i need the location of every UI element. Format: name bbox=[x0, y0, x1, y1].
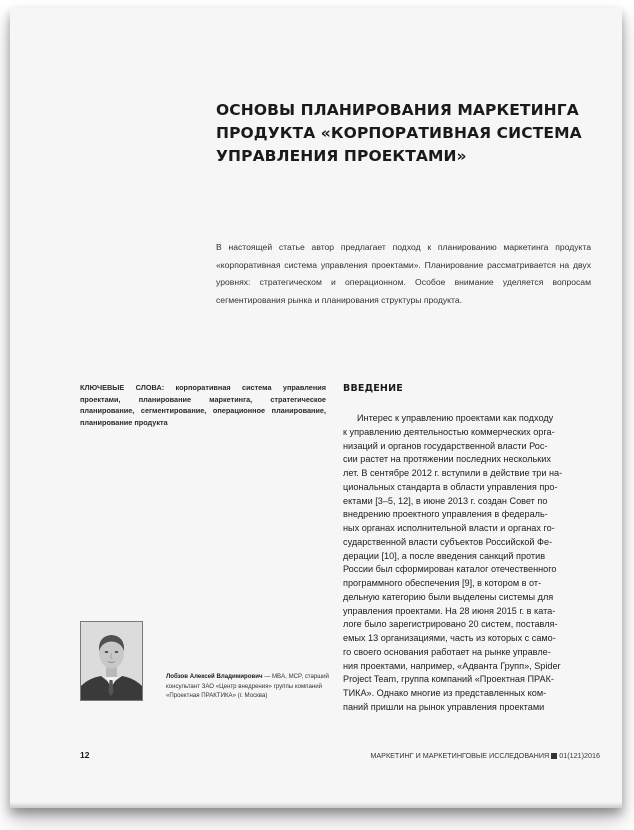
body-line: ния проектами, например, «Адванта Групп», Spider bbox=[343, 660, 561, 671]
section-heading: ВВЕДЕНИЕ bbox=[343, 383, 403, 394]
body-line: дерации [10], а после введения санкций против bbox=[343, 550, 546, 561]
body-line: сударственной власти субъектов Российской Фе- bbox=[343, 536, 553, 547]
square-bullet-icon bbox=[551, 753, 557, 759]
journal-issue: 01(121)2016 bbox=[559, 751, 600, 760]
body-line: управления проектами. На 28 июня 2015 г. в ката- bbox=[343, 605, 556, 616]
body-line: внедрению проектного управления в федераль- bbox=[343, 509, 548, 520]
author-portrait-icon bbox=[81, 622, 142, 700]
body-line: ТИКА». Однако многие из представленных ком- bbox=[343, 688, 547, 698]
body-line: дельную категорию были выделены системы для bbox=[343, 591, 554, 602]
title-line: УПРАВЛЕНИЯ ПРОЕКТАМИ» bbox=[216, 147, 467, 165]
body-line: го своего основания работает на рынке управле- bbox=[343, 646, 551, 657]
article-abstract: В настоящей статье автор предлагает подход к планированию маркетинга продукта «корпоративная система управления проектами». Планирование рассматривается на двух уровнях: стратегическом и операционном. Особое внимание уделяется вопросам сегментирования рынка и планирования структуры продукта. bbox=[216, 242, 591, 305]
body-line: низаций и органов государственной власти Рос- bbox=[343, 440, 548, 451]
journal-page bbox=[10, 8, 622, 808]
title-line: ОСНОВЫ ПЛАНИРОВАНИЯ МАРКЕТИНГА bbox=[216, 101, 579, 119]
body-line: ектами [3–5, 12], в июне 2013 г. создан Совет по bbox=[343, 495, 548, 506]
body-line: ных органах исполнительной власти и органах го- bbox=[343, 523, 555, 533]
body-line: Интерес к управлению проектами как подходу bbox=[357, 413, 554, 423]
author-info bbox=[166, 672, 332, 701]
keywords: КЛЮЧЕВЫЕ СЛОВА: корпоративная система управления проектами, планирование маркетинга, стратегическое планирование, сегментирование, операционное планирование, планирование продукта bbox=[80, 383, 326, 427]
title-line: ПРОДУКТА «КОРПОРАТИВНАЯ СИСТЕМА bbox=[216, 124, 582, 142]
body-line: циональных стандарта в области управления про- bbox=[343, 481, 558, 492]
body-line: России был сформирован каталог отечественного bbox=[343, 564, 557, 575]
body-line: лет. В сентябре 2012 г. вступили в действие три на- bbox=[343, 468, 563, 478]
author-photo bbox=[80, 621, 143, 701]
journal-footer bbox=[370, 751, 600, 760]
journal-name: МАРКЕТИНГ И МАРКЕТИНГОВЫЕ ИССЛЕДОВАНИЯ bbox=[370, 751, 550, 760]
article-body bbox=[343, 412, 593, 715]
article-title bbox=[216, 99, 596, 168]
page-number: 12 bbox=[80, 750, 90, 760]
body-line: Project Team, группа компаний «Проектная ПРАК- bbox=[343, 674, 554, 685]
body-line: сии растет на протяжении последних нескольких bbox=[343, 454, 551, 465]
author-name: Лобзов Алексей Владимирович bbox=[166, 673, 263, 680]
body-line: емых 13 организациями, часть из которых с само- bbox=[343, 633, 556, 643]
author-details: — MBA, MCP, старший консультант ЗАО «Центр внедрения» группы компаний «Проектная ПРАКТИКА» (г. Москва) bbox=[166, 673, 329, 700]
body-line: программного обеспечения [9], в котором в от- bbox=[343, 578, 542, 588]
body-line: паний пришли на рынок управления проектами bbox=[343, 701, 545, 712]
body-line: к управлению деятельностью коммерческих орга- bbox=[343, 426, 555, 437]
body-line: логе было зарегистрировано 20 систем, поставля- bbox=[343, 619, 558, 630]
